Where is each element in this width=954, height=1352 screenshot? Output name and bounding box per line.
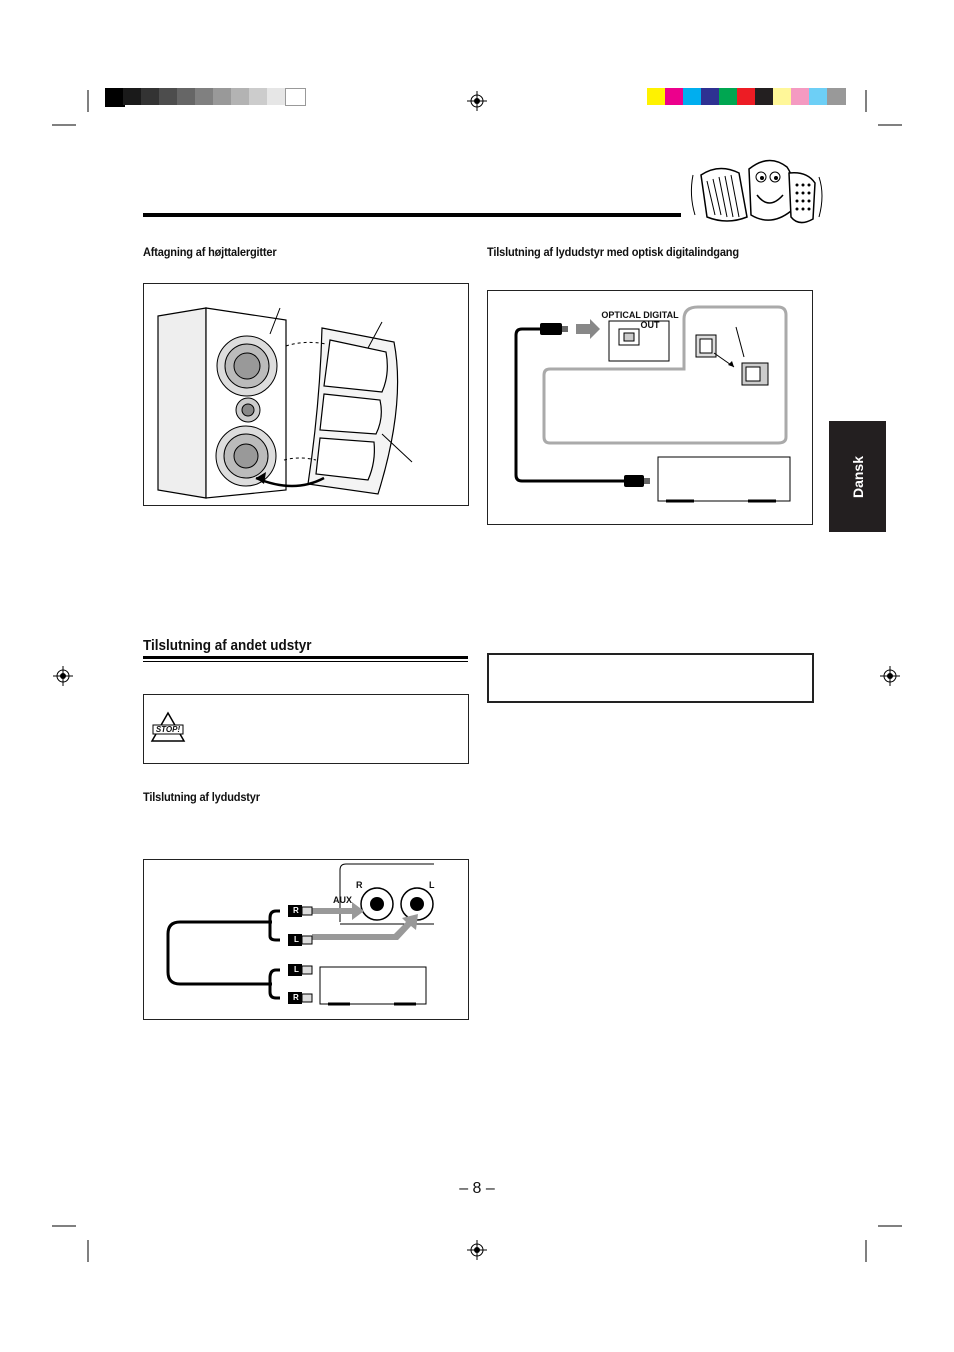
heading-other-equipment: Tilslutning af andet udstyr	[143, 637, 312, 654]
section-rule-thin	[143, 661, 468, 662]
header-rule	[143, 213, 681, 217]
section-rule-thick	[143, 656, 468, 659]
registration-target-right	[880, 666, 900, 686]
aux-label: AUX	[333, 895, 353, 905]
stop-warning-text: STOP!	[155, 725, 181, 734]
registration-target-top	[467, 91, 487, 111]
plug-label-l-top: L	[294, 935, 299, 944]
warning-box	[143, 694, 469, 764]
heading-remove-grille: Aftagning af højttalergitter	[143, 245, 277, 259]
plug-label-l-bottom: L	[294, 965, 299, 974]
language-tab-label: Dansk	[849, 455, 866, 498]
optical-port-label	[600, 310, 680, 330]
heading-optical-connection: Tilslutning af lydudstyr med optisk digitalindgang	[487, 245, 739, 259]
aux-illustration	[144, 860, 468, 1019]
optical-port-label-line2: OUT	[640, 320, 660, 330]
language-tab	[829, 421, 886, 532]
registration-target-left	[53, 666, 73, 686]
registration-target-bottom	[467, 1240, 487, 1260]
note-box	[487, 653, 814, 703]
optical-connection-figure	[487, 290, 813, 525]
accordion-mascot-icon	[689, 155, 824, 235]
heading-audio-connection: Tilslutning af lydudstyr	[143, 790, 260, 804]
page-number: – 8 –	[459, 1180, 495, 1197]
jack-label-right: R	[356, 880, 363, 890]
plug-label-r-bottom: R	[293, 993, 299, 1002]
aux-connection-figure	[143, 859, 469, 1020]
optical-port-label-line1: OPTICAL DIGITAL	[601, 310, 679, 320]
speaker-grille-figure	[143, 283, 469, 506]
speaker-grille-illustration	[144, 284, 468, 505]
jack-label-left: L	[429, 880, 435, 890]
plug-label-r-top: R	[293, 906, 299, 915]
